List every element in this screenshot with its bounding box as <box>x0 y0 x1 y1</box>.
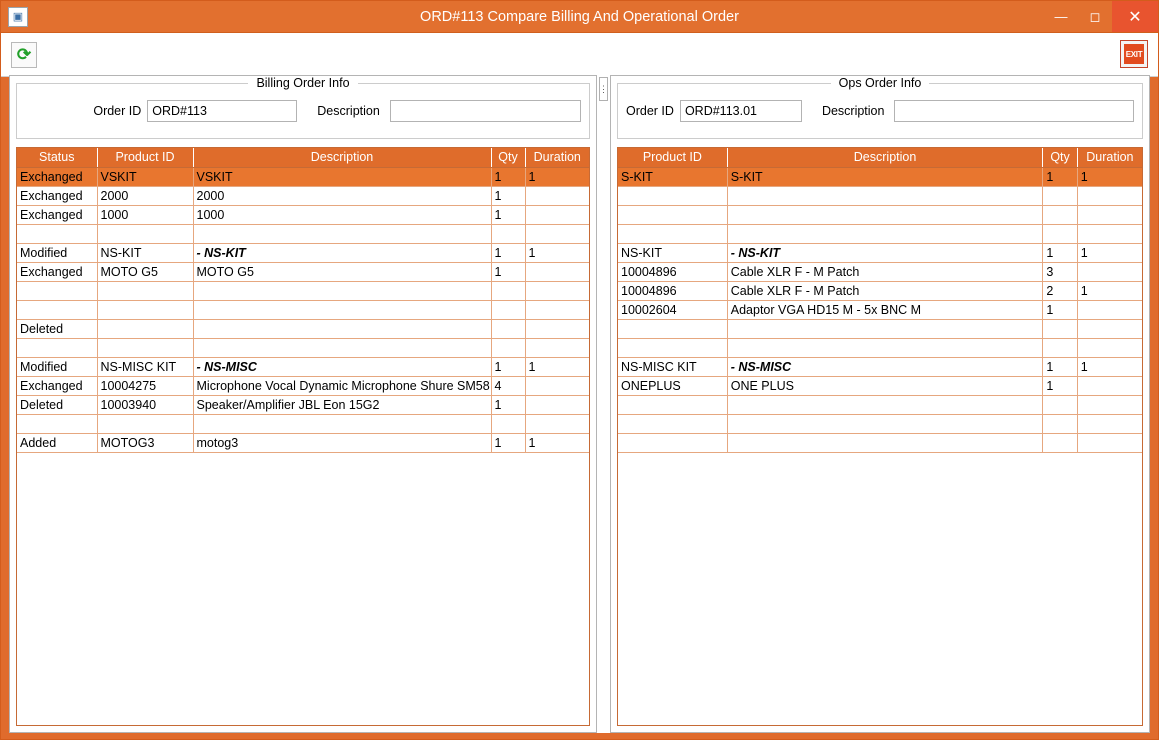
column-header-qty[interactable]: Qty <box>491 148 525 167</box>
ops-cell-product_id[interactable] <box>618 433 727 452</box>
ops-cell-qty[interactable] <box>1043 338 1077 357</box>
ops-cell-qty[interactable] <box>1043 205 1077 224</box>
window-controls <box>1044 1 1158 32</box>
ops-cell-duration[interactable] <box>1077 319 1142 338</box>
billing-cell-description[interactable]: MOTO G5 <box>193 262 491 281</box>
table-row[interactable] <box>17 319 589 338</box>
ops-cell-description[interactable] <box>727 414 1043 433</box>
table-row[interactable] <box>618 262 1142 281</box>
billing-cell-description[interactable] <box>193 300 491 319</box>
ops-cell-qty[interactable]: 3 <box>1043 262 1077 281</box>
column-header-product-id[interactable]: Product ID <box>97 148 193 167</box>
billing-cell-product_id[interactable]: 2000 <box>97 186 193 205</box>
billing-cell-qty[interactable]: 1 <box>491 262 525 281</box>
billing-cell-duration[interactable] <box>525 205 589 224</box>
billing-cell-product_id[interactable]: NS-MISC KIT <box>97 357 193 376</box>
title-bar <box>1 1 1158 33</box>
ops-cell-duration[interactable]: 1 <box>1077 243 1142 262</box>
billing-cell-qty[interactable] <box>491 414 525 433</box>
column-header-description[interactable]: Description <box>193 148 491 167</box>
ops-cell-product_id[interactable] <box>618 338 727 357</box>
ops-cell-description[interactable] <box>727 186 1043 205</box>
ops-cell-qty[interactable] <box>1043 414 1077 433</box>
table-row[interactable] <box>17 224 589 243</box>
billing-order-table-body <box>17 167 589 452</box>
ops-cell-description[interactable] <box>727 338 1043 357</box>
ops-order-info-title: Ops Order Info <box>618 76 1142 90</box>
billing-cell-description[interactable]: Microphone Vocal Dynamic Microphone Shure SM58 <box>193 376 491 395</box>
splitter-grip[interactable]: ⋮ <box>599 77 608 101</box>
ops-cell-description[interactable]: Cable XLR F - M Patch <box>727 281 1043 300</box>
ops-cell-qty[interactable] <box>1043 186 1077 205</box>
billing-cell-description[interactable]: motog3 <box>193 433 491 452</box>
ops-cell-qty[interactable]: 1 <box>1043 357 1077 376</box>
billing-cell-duration[interactable] <box>525 186 589 205</box>
ops-cell-duration[interactable]: 1 <box>1077 281 1142 300</box>
ops-cell-product_id[interactable] <box>618 414 727 433</box>
maximize-button[interactable] <box>1078 1 1112 32</box>
billing-cell-duration[interactable]: 1 <box>525 357 589 376</box>
table-row[interactable] <box>618 167 1142 186</box>
billing-cell-product_id[interactable]: MOTO G5 <box>97 262 193 281</box>
billing-cell-status[interactable]: Modified <box>17 243 97 262</box>
billing-cell-product_id[interactable]: VSKIT <box>97 167 193 186</box>
billing-cell-duration[interactable] <box>525 338 589 357</box>
ops-cell-description[interactable]: Cable XLR F - M Patch <box>727 262 1043 281</box>
ops-cell-description[interactable]: - NS-KIT <box>727 243 1043 262</box>
ops-cell-qty[interactable]: 1 <box>1043 300 1077 319</box>
billing-order-table-wrap <box>16 147 590 726</box>
column-header-status[interactable]: Status <box>17 148 97 167</box>
billing-cell-duration[interactable]: 1 <box>525 167 589 186</box>
billing-cell-description[interactable]: 2000 <box>193 186 491 205</box>
ops-cell-qty[interactable]: 1 <box>1043 167 1077 186</box>
billing-order-table <box>17 148 589 453</box>
ops-cell-description[interactable] <box>727 319 1043 338</box>
billing-cell-qty[interactable]: 1 <box>491 186 525 205</box>
billing-cell-status[interactable]: Deleted <box>17 395 97 414</box>
table-header-row <box>618 148 1142 167</box>
ops-cell-product_id[interactable]: NS-KIT <box>618 243 727 262</box>
ops-cell-qty[interactable]: 1 <box>1043 243 1077 262</box>
ops-cell-qty[interactable]: 1 <box>1043 376 1077 395</box>
refresh-button[interactable] <box>11 42 37 68</box>
billing-cell-duration[interactable] <box>525 376 589 395</box>
table-row[interactable] <box>618 319 1142 338</box>
ops-cell-duration[interactable]: 1 <box>1077 167 1142 186</box>
ops-cell-duration[interactable] <box>1077 186 1142 205</box>
billing-cell-duration[interactable]: 1 <box>525 243 589 262</box>
ops-cell-description[interactable]: Adaptor VGA HD15 M - 5x BNC M <box>727 300 1043 319</box>
billing-cell-product_id[interactable] <box>97 281 193 300</box>
table-header-row <box>17 148 589 167</box>
ops-cell-duration[interactable] <box>1077 224 1142 243</box>
column-header-qty[interactable]: Qty <box>1043 148 1077 167</box>
billing-cell-product_id[interactable] <box>97 300 193 319</box>
billing-cell-product_id[interactable] <box>97 319 193 338</box>
ops-cell-description[interactable] <box>727 395 1043 414</box>
table-row[interactable] <box>17 357 589 376</box>
ops-cell-product_id[interactable] <box>618 319 727 338</box>
refresh-icon: ⟳ <box>16 44 32 64</box>
table-row[interactable] <box>618 338 1142 357</box>
billing-cell-status[interactable]: Exchanged <box>17 376 97 395</box>
billing-description-label: Description <box>317 104 380 118</box>
pane-splitter[interactable] <box>597 75 610 733</box>
ops-cell-product_id[interactable]: ONEPLUS <box>618 376 727 395</box>
billing-cell-qty[interactable]: 1 <box>491 395 525 414</box>
ops-description-label: Description <box>821 104 885 118</box>
billing-order-info-group <box>16 76 590 139</box>
ops-cell-duration[interactable] <box>1077 414 1142 433</box>
billing-cell-description[interactable] <box>193 414 491 433</box>
billing-cell-qty[interactable] <box>491 281 525 300</box>
table-row[interactable] <box>618 300 1142 319</box>
ops-cell-duration[interactable] <box>1077 205 1142 224</box>
ops-cell-description[interactable]: S-KIT <box>727 167 1043 186</box>
ops-order-info-group <box>617 76 1143 139</box>
billing-cell-status[interactable]: Added <box>17 433 97 452</box>
billing-cell-status[interactable]: Exchanged <box>17 167 97 186</box>
billing-cell-qty[interactable] <box>491 338 525 357</box>
ops-description-input[interactable] <box>894 100 1134 122</box>
billing-cell-description[interactable]: Speaker/Amplifier JBL Eon 15G2 <box>193 395 491 414</box>
table-row[interactable] <box>618 205 1142 224</box>
ops-cell-product_id[interactable]: NS-MISC KIT <box>618 357 727 376</box>
content-area <box>9 75 1152 733</box>
ops-cell-product_id[interactable] <box>618 186 727 205</box>
ops-order-id-input[interactable] <box>680 100 802 122</box>
table-row[interactable] <box>618 433 1142 452</box>
column-header-product-id[interactable]: Product ID <box>618 148 727 167</box>
ops-cell-duration[interactable] <box>1077 376 1142 395</box>
billing-cell-qty[interactable]: 4 <box>491 376 525 395</box>
ops-cell-product_id[interactable] <box>618 205 727 224</box>
billing-cell-qty[interactable] <box>491 224 525 243</box>
table-row[interactable] <box>618 357 1142 376</box>
ops-order-table <box>618 148 1142 453</box>
table-row[interactable] <box>618 186 1142 205</box>
billing-cell-duration[interactable] <box>525 224 589 243</box>
ops-cell-qty[interactable] <box>1043 224 1077 243</box>
table-row[interactable] <box>618 281 1142 300</box>
billing-cell-product_id[interactable]: NS-KIT <box>97 243 193 262</box>
billing-cell-qty[interactable] <box>491 300 525 319</box>
ops-cell-qty[interactable] <box>1043 395 1077 414</box>
table-row[interactable] <box>17 414 589 433</box>
ops-cell-description[interactable] <box>727 224 1043 243</box>
billing-cell-product_id[interactable] <box>97 414 193 433</box>
ops-cell-duration[interactable] <box>1077 338 1142 357</box>
billing-cell-description[interactable] <box>193 281 491 300</box>
table-row[interactable] <box>618 414 1142 433</box>
billing-cell-qty[interactable]: 1 <box>491 357 525 376</box>
ops-cell-product_id[interactable] <box>618 224 727 243</box>
ops-cell-product_id[interactable]: 10002604 <box>618 300 727 319</box>
billing-cell-qty[interactable]: 1 <box>491 243 525 262</box>
ops-order-table-wrap <box>617 147 1143 726</box>
table-row[interactable] <box>17 243 589 262</box>
billing-cell-duration[interactable] <box>525 414 589 433</box>
table-row[interactable] <box>618 224 1142 243</box>
exit-button[interactable] <box>1120 40 1148 68</box>
billing-cell-status[interactable] <box>17 281 97 300</box>
billing-cell-status[interactable]: Exchanged <box>17 262 97 281</box>
billing-cell-qty[interactable]: 1 <box>491 167 525 186</box>
ops-cell-qty[interactable]: 2 <box>1043 281 1077 300</box>
billing-cell-status[interactable] <box>17 414 97 433</box>
billing-cell-status[interactable]: Deleted <box>17 319 97 338</box>
billing-cell-status[interactable] <box>17 300 97 319</box>
billing-cell-description[interactable] <box>193 224 491 243</box>
billing-cell-product_id[interactable]: 1000 <box>97 205 193 224</box>
ops-cell-qty[interactable] <box>1043 433 1077 452</box>
billing-cell-description[interactable]: - NS-KIT <box>193 243 491 262</box>
ops-order-table-body <box>618 167 1142 452</box>
column-header-duration[interactable]: Duration <box>525 148 589 167</box>
billing-cell-product_id[interactable]: 10003940 <box>97 395 193 414</box>
ops-cell-description[interactable]: ONE PLUS <box>727 376 1043 395</box>
column-header-description[interactable]: Description <box>727 148 1043 167</box>
ops-cell-product_id[interactable]: S-KIT <box>618 167 727 186</box>
page-title: ORD#113 Compare Billing And Operational Order <box>420 8 739 25</box>
ops-order-pane <box>610 75 1150 733</box>
ops-cell-duration[interactable] <box>1077 395 1142 414</box>
close-icon: ✕ <box>1128 8 1142 26</box>
billing-cell-qty[interactable] <box>491 319 525 338</box>
billing-order-id-label: Order ID <box>93 104 142 118</box>
billing-cell-qty[interactable]: 1 <box>491 205 525 224</box>
app-window-icon: ▣ <box>8 7 28 27</box>
column-header-duration[interactable]: Duration <box>1077 148 1142 167</box>
table-row[interactable] <box>17 338 589 357</box>
table-row[interactable] <box>17 433 589 452</box>
ops-cell-duration[interactable] <box>1077 433 1142 452</box>
ops-cell-description[interactable] <box>727 433 1043 452</box>
ops-cell-product_id[interactable]: 10004896 <box>618 281 727 300</box>
table-row[interactable] <box>618 243 1142 262</box>
ops-cell-description[interactable] <box>727 205 1043 224</box>
table-row[interactable] <box>618 395 1142 414</box>
ops-order-id-label: Order ID <box>626 104 674 118</box>
billing-order-pane <box>9 75 597 733</box>
ops-cell-duration[interactable] <box>1077 262 1142 281</box>
billing-cell-qty[interactable]: 1 <box>491 433 525 452</box>
exit-icon: EXIT <box>1124 44 1144 64</box>
billing-cell-duration[interactable]: 1 <box>525 433 589 452</box>
billing-cell-product_id[interactable]: 10004275 <box>97 376 193 395</box>
table-row[interactable] <box>17 186 589 205</box>
billing-cell-status[interactable] <box>17 338 97 357</box>
table-row[interactable] <box>17 281 589 300</box>
ops-cell-description[interactable]: - NS-MISC <box>727 357 1043 376</box>
billing-cell-description[interactable]: - NS-MISC <box>193 357 491 376</box>
billing-cell-description[interactable] <box>193 338 491 357</box>
billing-cell-description[interactable]: VSKIT <box>193 167 491 186</box>
table-row[interactable] <box>17 205 589 224</box>
billing-order-info-title: Billing Order Info <box>17 76 589 90</box>
table-row[interactable] <box>17 300 589 319</box>
minimize-icon: — <box>1054 9 1068 24</box>
billing-cell-duration[interactable] <box>525 395 589 414</box>
billing-order-id-input[interactable] <box>147 100 297 122</box>
maximize-icon: ◻ <box>1089 8 1101 24</box>
billing-cell-status[interactable]: Exchanged <box>17 186 97 205</box>
ops-cell-duration[interactable]: 1 <box>1077 357 1142 376</box>
billing-cell-duration[interactable] <box>525 281 589 300</box>
billing-cell-status[interactable]: Modified <box>17 357 97 376</box>
ops-cell-qty[interactable] <box>1043 319 1077 338</box>
billing-cell-status[interactable] <box>17 224 97 243</box>
billing-cell-duration[interactable] <box>525 262 589 281</box>
table-row[interactable] <box>618 376 1142 395</box>
billing-cell-description[interactable] <box>193 319 491 338</box>
billing-cell-duration[interactable] <box>525 300 589 319</box>
billing-cell-product_id[interactable] <box>97 338 193 357</box>
table-row[interactable] <box>17 262 589 281</box>
billing-cell-status[interactable]: Exchanged <box>17 205 97 224</box>
minimize-button[interactable] <box>1044 1 1078 32</box>
billing-cell-description[interactable]: 1000 <box>193 205 491 224</box>
table-row[interactable] <box>17 395 589 414</box>
toolbar <box>1 33 1158 77</box>
billing-cell-duration[interactable] <box>525 319 589 338</box>
ops-cell-product_id[interactable]: 10004896 <box>618 262 727 281</box>
billing-description-input[interactable] <box>390 100 581 122</box>
billing-cell-product_id[interactable] <box>97 224 193 243</box>
close-button[interactable] <box>1112 1 1158 32</box>
billing-cell-product_id[interactable]: MOTOG3 <box>97 433 193 452</box>
table-row[interactable] <box>17 376 589 395</box>
ops-cell-product_id[interactable] <box>618 395 727 414</box>
table-row[interactable] <box>17 167 589 186</box>
ops-cell-duration[interactable] <box>1077 300 1142 319</box>
